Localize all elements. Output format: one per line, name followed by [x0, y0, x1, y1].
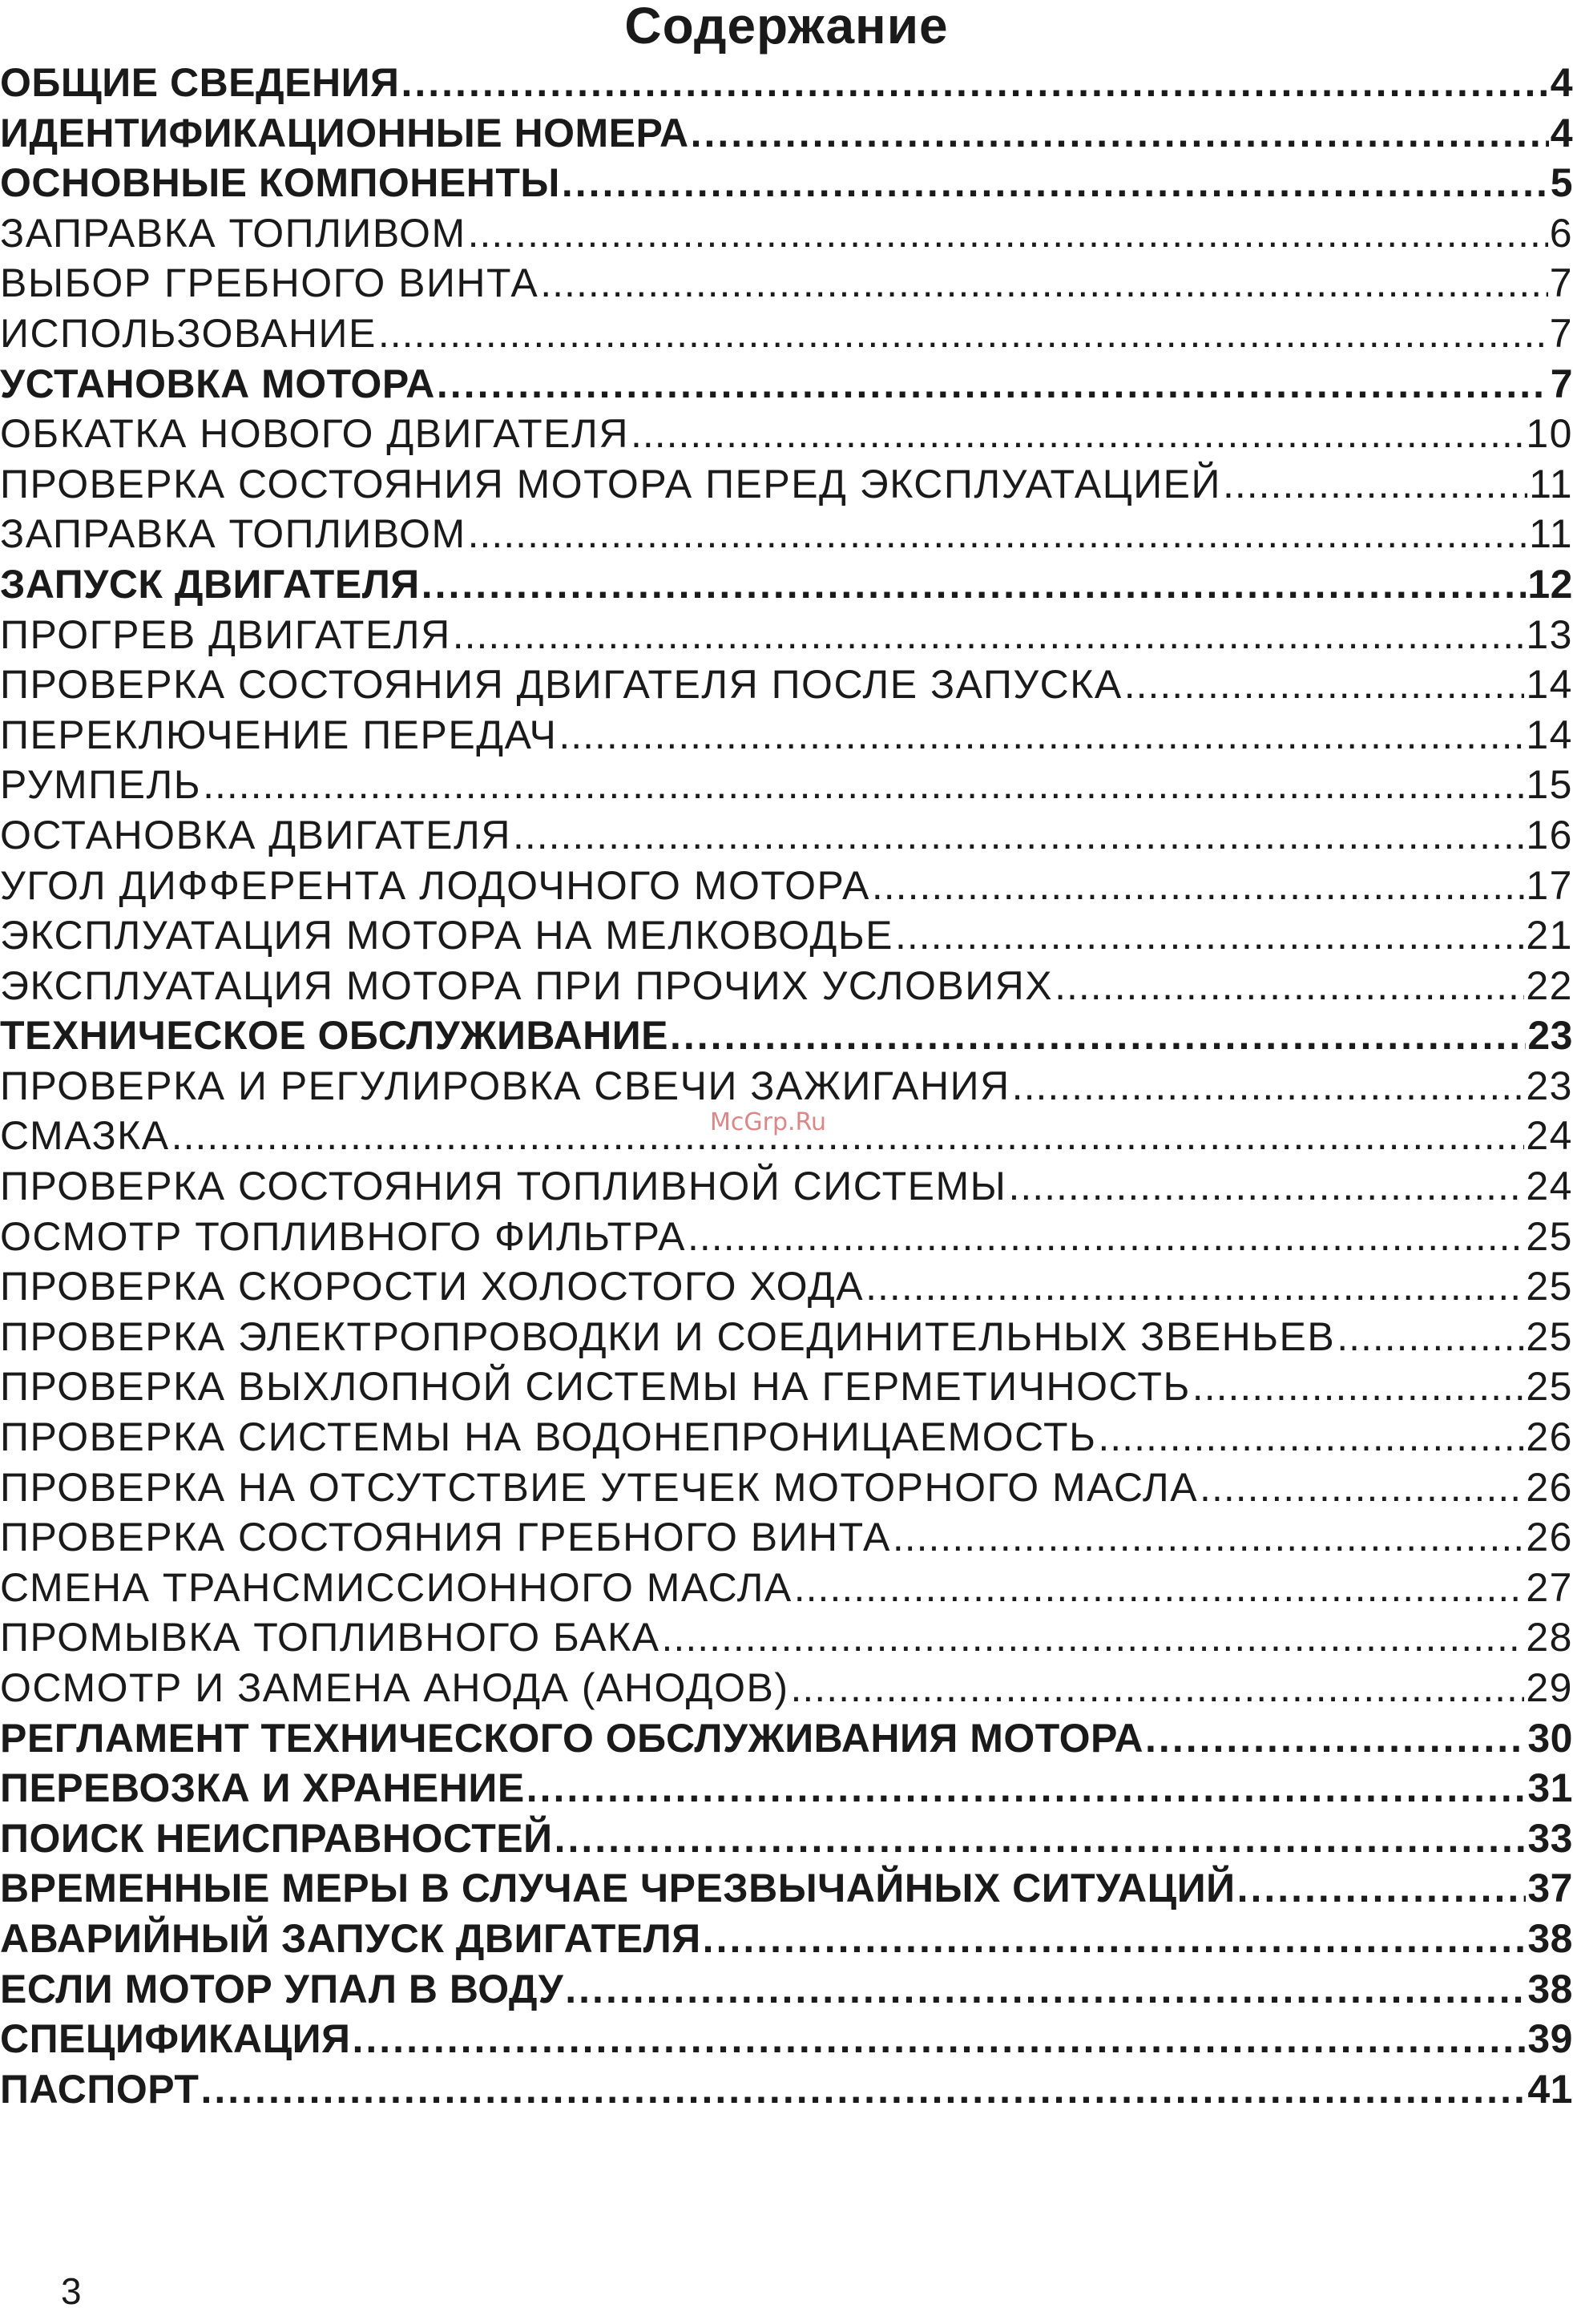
toc-entry[interactable] [0, 1163, 1573, 1213]
toc-dot-leader [565, 1966, 1526, 2012]
toc-entry[interactable] [0, 912, 1573, 962]
toc-entry[interactable] [0, 1664, 1573, 1715]
toc-dot-leader [1237, 1865, 1527, 1911]
toc-entry-page: 14 [1526, 712, 1573, 757]
toc-entry-page: 38 [1527, 1966, 1573, 2011]
toc-entry[interactable] [0, 812, 1573, 862]
toc-entry-title: ЗАПРАВКА ТОПЛИВОМ [0, 210, 466, 256]
toc-entry-title: ОБЩИЕ СВЕДЕНИЯ [0, 60, 400, 105]
toc-entry-page: 7 [1549, 310, 1573, 356]
toc-dot-leader [794, 1564, 1525, 1611]
toc-entry-title: ПРОМЫВКА ТОПЛИВНОГО БАКА [0, 1615, 660, 1660]
toc-dot-leader [468, 210, 1548, 256]
toc-entry[interactable] [0, 712, 1573, 762]
toc-entry[interactable] [0, 310, 1573, 361]
toc-entry-page: 33 [1527, 1815, 1573, 1861]
toc-entry-title: ПРОВЕРКА СИСТЕМЫ НА ВОДОНЕПРОНИЦАЕМОСТЬ [0, 1414, 1097, 1460]
toc-dot-leader [865, 1263, 1524, 1309]
toc-entry-page: 29 [1526, 1665, 1573, 1710]
toc-entry-page: 7 [1549, 260, 1573, 306]
toc-entry-page: 21 [1526, 913, 1573, 958]
toc-entry-title: ОСНОВНЫЕ КОМПОНЕНТЫ [0, 160, 560, 206]
toc-dot-leader [893, 1514, 1525, 1560]
toc-dot-leader [171, 1112, 1525, 1159]
toc-entry-title: ПРОВЕРКА СОСТОЯНИЯ ГРЕБНОГО ВИНТА [0, 1515, 891, 1560]
toc-entry-page: 26 [1526, 1464, 1573, 1510]
toc-entry-title: ПЕРЕКЛЮЧЕНИЕ ПЕРЕДАЧ [0, 712, 558, 757]
toc-dot-leader [1223, 461, 1527, 507]
toc-entry-title: ПРОВЕРКА СОСТОЯНИЯ ТОПЛИВНОЙ СИСТЕМЫ [0, 1164, 1007, 1209]
toc-entry-page: 11 [1529, 511, 1573, 557]
toc-entry-page: 11 [1529, 461, 1573, 506]
toc-entry[interactable] [0, 510, 1573, 561]
toc-dot-leader [1098, 1414, 1524, 1460]
toc-entry[interactable] [0, 1464, 1573, 1515]
toc-dot-leader [1124, 661, 1525, 708]
toc-entry-title: ЗАПРАВКА ТОПЛИВОМ [0, 511, 466, 557]
toc-entry-page: 23 [1527, 1013, 1573, 1059]
toc-dot-leader [468, 510, 1527, 557]
toc-entry-title: ПЕРЕВОЗКА И ХРАНЕНИЕ [0, 1765, 525, 1811]
toc-entry-page: 7 [1550, 361, 1573, 406]
page-title: Содержание [624, 0, 949, 54]
toc-entry[interactable] [0, 862, 1573, 913]
toc-entry[interactable] [0, 1514, 1573, 1564]
toc-dot-leader [703, 1915, 1527, 1962]
toc-entry-title: УГОЛ ДИФФЕРЕНТА ЛОДОЧНОГО МОТОРА [0, 862, 870, 908]
toc-entry[interactable] [0, 1815, 1573, 1866]
toc-entry-title: ИСПОЛЬЗОВАНИЕ [0, 310, 377, 356]
toc-entry-page: 5 [1550, 160, 1573, 206]
toc-dot-leader [526, 1765, 1527, 1811]
toc-entry[interactable] [0, 611, 1573, 662]
toc-entry[interactable] [0, 1213, 1573, 1264]
toc-entry-title: ЭКСПЛУАТАЦИЯ МОТОРА НА МЕЛКОВОДЬЕ [0, 913, 893, 958]
toc-dot-leader [540, 260, 1547, 306]
toc-entry-title: ОБКАТКА НОВОГО ДВИГАТЕЛЯ [0, 411, 629, 457]
toc-dot-leader [559, 712, 1524, 758]
toc-entry-title: РУМПЕЛЬ [0, 762, 202, 808]
toc-entry-page: 25 [1526, 1213, 1573, 1259]
toc-dot-leader [513, 812, 1524, 858]
toc-entry[interactable] [0, 1263, 1573, 1313]
toc-entry[interactable] [0, 1614, 1573, 1664]
toc-entry-page: 30 [1527, 1715, 1573, 1761]
toc-entry-title: ПАСПОРТ [0, 2066, 200, 2112]
toc-entry-title: ВЫБОР ГРЕБНОГО ВИНТА [0, 260, 539, 306]
toc-dot-leader [1012, 1063, 1525, 1109]
toc-entry-page: 12 [1527, 561, 1573, 607]
toc-entry-page: 6 [1549, 210, 1573, 256]
toc-entry[interactable] [0, 1915, 1573, 1966]
toc-entry-page: 26 [1526, 1515, 1573, 1560]
toc-entry[interactable] [0, 361, 1573, 411]
toc-dot-leader [688, 1213, 1524, 1260]
toc-entry-page: 26 [1526, 1414, 1573, 1460]
toc-dot-leader [378, 310, 1548, 357]
toc-entry-page: 4 [1550, 110, 1573, 155]
toc-entry-page: 22 [1526, 962, 1573, 1008]
toc-entry-page: 24 [1526, 1113, 1573, 1159]
watermark: McGrp.Ru [710, 1108, 827, 1136]
toc-entry-title: СМЕНА ТРАНСМИССИОННОГО МАСЛА [0, 1564, 793, 1610]
toc-dot-leader [1145, 1715, 1526, 1761]
toc-entry-page: 15 [1526, 762, 1573, 808]
toc-dot-leader [662, 1614, 1525, 1660]
toc-entry[interactable] [0, 1063, 1573, 1113]
toc-dot-leader [203, 761, 1524, 808]
toc-entry-page: 25 [1526, 1364, 1573, 1410]
toc-entry[interactable] [0, 1012, 1573, 1063]
toc-entry-page: 4 [1550, 60, 1573, 105]
toc-entry[interactable] [0, 1715, 1573, 1765]
toc-entry[interactable] [0, 2066, 1573, 2116]
toc-entry-title: ИДЕНТИФИКАЦИОННЫЕ НОМЕРА [0, 110, 689, 155]
toc-entry-title: РЕГЛАМЕНТ ТЕХНИЧЕСКОГО ОБСЛУЖИВАНИЯ МОТОРА [0, 1715, 1144, 1761]
toc-entry-page: 31 [1527, 1765, 1573, 1811]
toc-dot-leader [1008, 1163, 1524, 1209]
toc-entry[interactable] [0, 1363, 1573, 1414]
toc-entry-page: 39 [1527, 2016, 1573, 2062]
toc-entry-title: ПРОВЕРКА ЭЛЕКТРОПРОВОДКИ И СОЕДИНИТЕЛЬНЫХ ЗВЕНЬЕВ [0, 1313, 1336, 1359]
toc-entry-page: 23 [1526, 1063, 1573, 1108]
toc-dot-leader [1200, 1464, 1524, 1511]
toc-entry-title: ЗАПУСК ДВИГАТЕЛЯ [0, 561, 420, 607]
toc-entry-title: ТЕХНИЧЕСКОЕ ОБСЛУЖИВАНИЕ [0, 1013, 668, 1059]
toc-entry-title: ПОИСК НЕИСПРАВНОСТЕЙ [0, 1815, 553, 1861]
toc-dot-leader [453, 611, 1525, 658]
toc-entry-page: 10 [1526, 411, 1573, 457]
toc-dot-leader [437, 361, 1549, 407]
toc-entry[interactable] [0, 461, 1573, 511]
toc-dot-leader [895, 912, 1524, 958]
toc-entry-title: ПРОВЕРКА СОСТОЯНИЯ ДВИГАТЕЛЯ ПОСЛЕ ЗАПУСКА [0, 662, 1123, 708]
toc-entry-title: ПРОВЕРКА СКОРОСТИ ХОЛОСТОГО ХОДА [0, 1264, 865, 1309]
toc-entry[interactable] [0, 410, 1573, 461]
toc-entry[interactable] [0, 159, 1573, 210]
toc-entry-title: ПРОВЕРКА ВЫХЛОПНОЙ СИСТЕМЫ НА ГЕРМЕТИЧНОСТЬ [0, 1364, 1191, 1410]
toc-entry-title: ПРОВЕРКА И РЕГУЛИРОВКА СВЕЧИ ЗАЖИГАНИЯ [0, 1063, 1010, 1108]
toc-entry[interactable] [0, 561, 1573, 611]
toc-entry-page: 17 [1526, 862, 1573, 908]
toc-entry[interactable] [0, 110, 1573, 160]
toc-entry-page: 28 [1526, 1615, 1573, 1660]
toc-entry-page: 25 [1526, 1313, 1573, 1359]
toc-entry-page: 25 [1526, 1264, 1573, 1309]
toc-dot-leader [421, 561, 1527, 607]
toc-dot-leader [631, 410, 1524, 457]
toc-entry[interactable] [0, 210, 1573, 260]
toc-entry-title: УСТАНОВКА МОТОРА [0, 361, 435, 406]
toc-entry-page: 37 [1527, 1866, 1573, 1911]
toc-entry-title: АВАРИЙНЫЙ ЗАПУСК ДВИГАТЕЛЯ [0, 1915, 701, 1961]
toc-entry-title: ОСТАНОВКА ДВИГАТЕЛЯ [0, 812, 511, 857]
toc-entry[interactable] [0, 761, 1573, 812]
toc-dot-leader [401, 59, 1548, 106]
toc-dot-leader [1055, 962, 1524, 1009]
toc-dot-leader [200, 2066, 1526, 2112]
toc-entry-page: 14 [1526, 662, 1573, 708]
toc-entry-title: ПРОГРЕВ ДВИГАТЕЛЯ [0, 611, 451, 657]
toc-entry-page: 27 [1526, 1564, 1573, 1610]
toc-entry[interactable] [0, 1865, 1573, 1915]
toc-entry-page: 38 [1527, 1915, 1573, 1961]
toc-entry-title: ПРОВЕРКА НА ОТСУТСТВИЕ УТЕЧЕК МОТОРНОГО МАСЛА [0, 1464, 1199, 1510]
toc-entry-title: СПЕЦИФИКАЦИЯ [0, 2016, 351, 2062]
toc-entry[interactable] [0, 1966, 1573, 2016]
toc-dot-leader [670, 1012, 1526, 1059]
toc-dot-leader [791, 1664, 1525, 1711]
toc-entry[interactable] [0, 260, 1573, 310]
toc-entry-page: 16 [1526, 812, 1573, 857]
table-of-contents [0, 59, 1573, 2116]
toc-dot-leader [691, 110, 1549, 156]
toc-entry[interactable] [0, 1765, 1573, 1815]
toc-entry-title: СМАЗКА [0, 1113, 170, 1159]
toc-entry[interactable] [0, 661, 1573, 712]
toc-entry[interactable] [0, 1414, 1573, 1464]
toc-entry[interactable] [0, 1564, 1573, 1615]
toc-entry-title: ОСМОТР И ЗАМЕНА АНОДА (АНОДОВ) [0, 1665, 789, 1710]
toc-entry-page: 41 [1527, 2066, 1573, 2112]
toc-dot-leader [1337, 1313, 1524, 1360]
toc-entry[interactable] [0, 962, 1573, 1013]
toc-entry-title: ВРЕМЕННЫЕ МЕРЫ В СЛУЧАЕ ЧРЕЗВЫЧАЙНЫХ СИТУАЦИЙ [0, 1866, 1236, 1911]
toc-entry[interactable] [0, 59, 1573, 110]
toc-entry[interactable] [0, 2015, 1573, 2066]
toc-entry-title: ПРОВЕРКА СОСТОЯНИЯ МОТОРА ПЕРЕД ЭКСПЛУАТАЦИЕЙ [0, 461, 1221, 506]
toc-entry-page: 24 [1526, 1164, 1573, 1209]
toc-entry-title: ОСМОТР ТОПЛИВНОГО ФИЛЬТРА [0, 1213, 687, 1259]
page-number: 3 [61, 2270, 82, 2312]
toc-dot-leader [872, 862, 1524, 909]
toc-dot-leader [562, 159, 1549, 206]
toc-entry[interactable] [0, 1313, 1573, 1364]
toc-dot-leader [555, 1815, 1527, 1862]
toc-entry-title: ЭКСПЛУАТАЦИЯ МОТОРА ПРИ ПРОЧИХ УСЛОВИЯХ [0, 962, 1054, 1008]
toc-dot-leader [353, 2015, 1527, 2062]
toc-entry-title: ЕСЛИ МОТОР УПАЛ В ВОДУ [0, 1966, 564, 2011]
toc-entry-page: 13 [1526, 611, 1573, 657]
toc-dot-leader [1192, 1363, 1525, 1410]
